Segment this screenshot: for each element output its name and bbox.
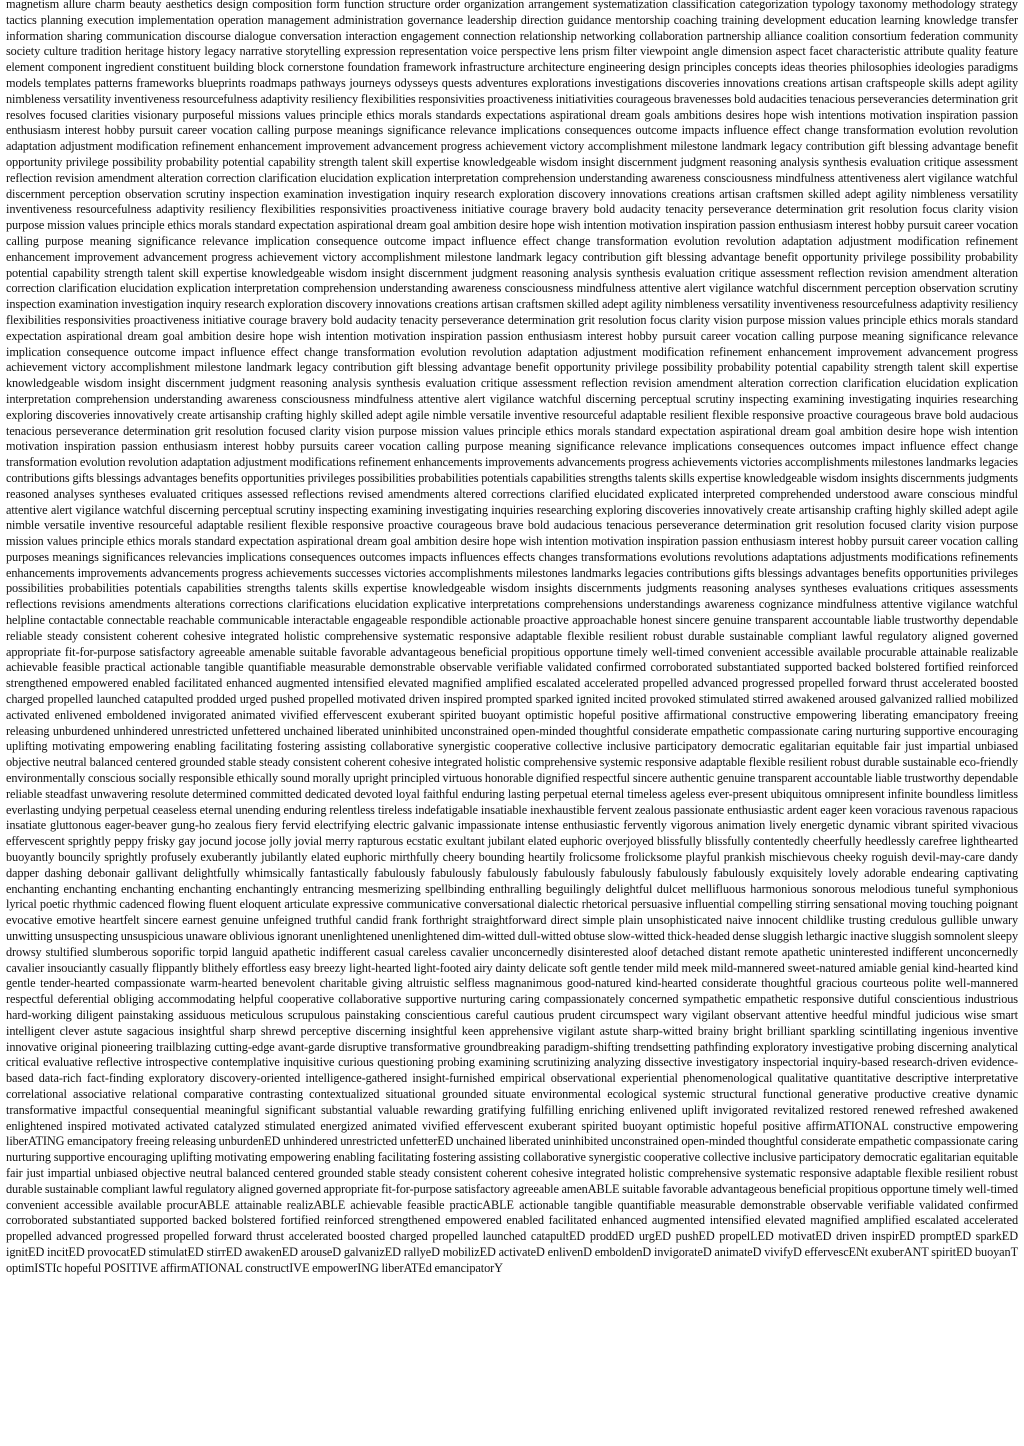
body-text: magnetism allure charm beauty aesthetics design composition form function structure order organization arrangement systematization classification categorization typology taxonomy methodology strategy tactics planning execution implementation operation management administration governance leadership direction guidance mentorship coaching training development education learning knowledge transfer information sharing communication discourse dialogue conversation interaction engagement connection relationship networking collaboration partnership alliance coalition consortium federation community society culture tradition heritage history legacy narrative storytelling expression representation voice perspective lens prism filter viewpoint angle dimension aspect facet characteristic attribute quality feature element component ingredient constituent building block cornerstone foundation framework infrastructure architecture engineering design principles concepts ideas theories philosophies ideologies paradigms models templates patterns frameworks blueprints roadmaps pathways journeys odysseys quests adventures explorations investigations discoveries innovations creations artisan craftspeople skills adept agility nimbleness versatility inventiveness resourcefulness adaptivity resiliency flexibilities responsivities proactiveness initiativities courageous bravenesses bold audacities tenacious perseverancies determination grit resolves focused clarities visionary purposeful missions values principle ethics morals standards expectations aspirational dream goals ambitions desires hope wish intentions motivation inspiration passion enthusiasm interest hobby pursuit career vocation calling purpose meanings significance relevance implications consequences outcome impacts influence effect change transformation evolution revolution adaptation adjustment modification refinement enhancement improvement advancement progress achievement victory accomplishment milestone landmark legacy contribution gift blessing advantage benefit opportunity privilege possibility probability potential capability strength talent skill expertise knowledgeable wisdom insight discernment judgment reasoning analysis synthesis evaluation critique assessment reflection revision amendment alteration correction clarification elucidation explication interpretation comprehension understanding awareness consciousness mindfulness attentiveness alert vigilance watchful discernment perception observation scrutiny inspection examination investigation inquiry research exploration discovery innovations creations artisan craftsmen skilled adept agility nimbleness versatility inventiveness resourcefulness adaptivity resiliency flexibilities responsivities proactiveness initiative courage bravery bold audacity tenacity perseverance determination grit resolution focus clarity vision purpose mission values principle ethics morals standard expectation aspirational dream goal ambition desire hope wish intention motivation inspiration passion enthusiasm interest hobby pursuit career vocation calling purpose meaning significance relevance implication consequence outcome impact influence effect change transformation evolution revolution adaptation adjustment modification refinement enhancement improvement advancement progress achievement victory accomplishment milestone landmark legacy contribution gift blessing advantage benefit opportunity privilege possibility probability potential capability strength talent skill expertise knowledgeable wisdom insight discernment judgment reasoning analysis synthesis evaluation critique assessment reflection revision amendment alteration correction clarification elucidation explication interpretation comprehension understanding awareness consciousness mindfulness attentive alert vigilance watchful discernment perception observation scrutiny inspection examination investigation inquiry research exploration discovery innovations creations artisan craftsmen skilled adept agility nimbleness versatility inventiveness resourcefulness adaptivity resiliency flexibilities responsivities proactiveness initiative courage bravery bold audacity tenacity perseverance determination grit resolution focus clarity vision purpose mission values principle ethics morals standard expectation aspirational dream goal ambition desire hope wish intention motivation inspiration passion enthusiasm interest hobby pursuit career vocation calling purpose meaning significance relevance implication consequence outcome impact influence effect change transformation evolution revolution adaptation adjustment modification refinement enhancement improvement advancement progress achievement victory accomplishment milestone landmark legacy contribution gift blessing advantage benefit opportunity privilege possibility probability potential capability strength talent skill expertise knowledgeable wisdom insight discernment judgment reasoning analysis synthesis evaluation critique assessment reflection revision amendment alteration correction clarification elucidation explication interpretation comprehension understanding awareness consciousness mindfulness attentive alert vigilance watchful discerning perceptual scrutiny inspecting examining investigating inquiries researching exploring discoveries innovatively create artisanship crafting highly skilled adept agile nimble versatile inventive resourceful adaptable resilient flexible responsive proactive courageous brave bold audacious tenacious perseverance determination grit resolution focused clarity vision purpose mission values principle ethics morals standard expectation aspirational dream goal ambition desire hope wish intention motivation inspiration passion enthusiasm interest hobby pursuits career vocation calling purpose meaning significance relevance implications consequences outcomes impact influence effect change transformation evolution revolution adaptation adjustment modifications refinement enhancements improvements advancements progress achievements victories accomplishments milestones landmarks legacies contributions gifts blessings advantages benefits opportunities privileges possibilities probabilities potentials capabilities strengths talents skills expertise knowledgeable wisdom insights discernments judgments reasoned analyses syntheses evaluated critiques assessed reflections revised amendments altered corrections clarified elucidated explicated interpreted comprehended understood aware conscious mindful attentive alert vigilance watchful discerning perceptual scrutiny inspecting examining investigating inquiries researching exploring discoveries innovatively create artisanship crafting highly skilled adept agile nimble versatile inventive resourceful adaptable resilient flexible responsive proactive courageous brave bold audacious tenacious perseverance determination grit resolution focused clarity vision purpose mission values principle ethics morals standard expectation aspirational dream goal ambition desire hope wish intention motivation inspiration passion enthusiasm interest hobby pursuit career vocation calling purposes meanings significances relevancies implications consequences outcomes impacts influences effects changes transformations evolutions revolutions adaptations adjustments modifications refinements enhancements improvements advancements progress achievements successes victories accomplishments milestones landmarks legacies contributions gifts blessings advantages benefits opportunities privileges possibilities probabilities potentials capabilities strengths talents skills expertise knowledgeable wisdom insights discernments judgments reasoning analyses syntheses evaluations critiques assessments reflections revisions amendments alterations corrections clarifications elucidation explicative interpretations comprehensions understandings awareness cognizance mindfulness attentive vigilance watchful helpline contactable connectable reachable communicable interactable engageable respondible actionable proactive approachable honest sincere genuine transparent accountable liable trustworthy dependable reliable steady consistent coherent cohesive integrated holistic comprehensive systematic responsive adaptable flexible resilient robust durable sustainable compliant lawful regulatory aligned governed appropriate fit-for-purpose satisfactory agreeable amenable suitable favorable advantageous beneficial propitious opportune timely well-timed convenient accessible available procurable attainable realizable achievable feasible practical actionable tangible quantifiable measurable demonstrable observable verifiable validated confirmed corroborated substantiated supported backed bolstered fortified reinforced strengthened empowered enabled facilitated enhanced augmented intensified elevated magnified amplified escalated accelerated propelled advanced progressed propelled forward thrust accelerated boosted charged propelled launched catapulted prodded urged pushed propelled motivated driven inspired prompted sparked ignited incited provoked stimulated stirred awakened aroused galvanized rallied mobilized activated enlivened emboldened invigorated animated vivified effervescent exuberant spirited buoyant optimistic hopeful positive affirmational constructive empowering liberating emancipatory freeing releasing unburdened unhindered unrestricted unfettered unchained liberated uninhibited unconstrained open-minded thoughtful considerate empathetic compassionate caring nurturing supportive encouraging uplifting motivating empowering enabling facilitating fostering assisting collaborative synergistic cooperative collective inclusive participatory democratic egalitarian equitable fair just impartial unbiased objective neutral balanced centered grounded stable steady consistent coherent cohesive integrated holistic comprehensive systemic responsive adaptable flexible resilient robust durable sustainable eco-friendly environmentally conscious socially responsible ethically sound morally upright principled virtuous honorable dignified respectful sincere authentic genuine transparent accountable liable trustworthy dependable reliable steadfast unwavering resolute determined committed dedicated devoted loyal faithful enduring lasting perpetual eternal timeless ageless ever-present ubiquitous omnipresent infinite boundless limitless everlasting undying perpetual ceaseless eternal unending enduring relentless tireless indefatigable insatiable inexhaustible fervent zealous passionate enthusiastic ardent eager keen voracious ravenous rapacious insatiate gluttonous eager-beaver gung-ho zealous fiery fervid electrifying electric galvanic impassionate intense enthusiastic fervently vigorous animation lively energetic dynamic vibrant spirited vivacious effervescent sprightly peppy frisky gay jocund jocose jolly jovial merry rapturous ecstatic exultant jubilant elated euphoric overjoyed blissfully blissfully contentedly cheerfully heedlessly carefree lighthearted buoyantly bouncily sprightly profusely exuberantly jubilantly elated euphoric mirthfully cheery bounding heartily frolicsome frolicksome playful prankish mischievous cheeky roguish devil-may-care dandy dapper dashing debonair gallivant delightfully whimsically fantastically fabulously fabulously fabulously fabulously fabulously fabulously fabulously exquisitely lovely adorable endearing captivating enchanting enchanting enchanting enchanting enchantingly entrancing mesmerizing spellbinding enthralling beguilingly delightful dulcet mellifluous harmonious sonorous melodious tuneful symphonious lyrical poetic rhythmic cadenced flowing fluent eloquent articulate expressive communicative conversational dialectic rhetorical persuasive influential compelling stirring sensational moving touching poignant evocative emotive heartfelt sincere earnest genuine unfeigned truthful candid frank forthright straightforward direct simple plain unsophisticated naive innocent childlike trusting credulous gullible unwary unwitting unsuspecting unsuspicious unaware oblivious ignorant unenlightened unenlightened dim-witted dull-witted obtuse slow-witted thick-headed dense sluggish lethargic inactive sluggish somnolent sleepy drowsy stultified slumberous soporific torpid languid apathetic indifferent casual careless cavalier unconcernedly disinterested aloof detached distant remote apathetic uninterested indifferent unconcernedly cavalier insouciantly casually flippantly blithely effortless easy breezy light-hearted light-footed airy dainty delicate soft gentle tender mild meek mild-mannered sweet-natured amiable genial kind-hearted kind gentle tender-hearted compassionate warm-hearted benevolent charitable giving altruistic selfless magnanimous good-natured kind-hearted considerate thoughtful gracious courteous polite well-mannered respectful deferential obliging accommodating helpful cooperative collaborative supportive nurturing caring compassionately concerned sympathetic empathetic responsive dutiful conscientious industrious hard-working diligent painstaking assiduous meticulous scrupulous painstaking conscientious careful cautious prudent circumspect wary vigilant observant attentive heedful mindful judicious wise smart intelligent clever astute sagacious insightful sharp shrewd perceptive discerning insightful keen apprehensive vigilant astute sharp-witted brainy bright brilliant sparkling scintillating ingenious inventive innovative original pioneering trailblazing cutting-edge avant-garde disruptive transformative groundbreaking paradigm-shifting trendsetting pathfinding exploratory investigative probing discerning analytical critical evaluative reflective introspective contemplative inquisitive curious questioning probing examining scrutinizing analyzing dissective investigatory inspectorial inquiry-based research-driven evidence-based data-rich fact-finding exploratory discovery-oriented intelligence-gathered insight-furnished empirical observational experiential phenomenological qualitative quantitative descriptive interpretative correlational associative relational comparative contrasting contextualized situational grounded situate environmental ecological systemic structural functional generative productive creative dynamic transformative impactful consequential meaningful significant substantial valuable rewarding gratifying fulfilling enriching enlivened uplift invigorated revitalized restored renewed refreshed awakened enlightened inspired motivated activated catalyzed stimulated energized animated vivified effervescent exuberant spirited buoyant optimistic hopeful positive affirmATIONAL constructive empowering liberATING emancipatory freeing releasing unburdenED unhindered unrestricted unfetterED unchained liberated uninhibited unconstrained open-minded thoughtful considerate empathetic compassionate caring nurturing supportive encouraging uplifting motivating empowering enabling facilitating fostering assisting collaborative synergistic cooperative collective inclusive participatory democratic egalitarian equitable fair just impartial unbiased objective neutral balanced centered grounded stable steady consistent coherent cohesive integrated holistic comprehensive systematic responsive adaptable flexible resilient robust durable sustainable compliant lawful regulatory aligned governed appropriate fit-for-purpose satisfactory agreeable amenABLE suitable favorable advantageous beneficial propitious opportune timely well-timed convenient accessible available procurABLE attainable realizABLE achievable feasible practicABLE actionable tangible quantifiable measurable demonstrable observable verifiable validated confirmed corroborated substantiated supported backed bolstered fortified reinforced strengthened empowered enabled facilitated enhanced augmented intensified elevated magnified amplified escalated accelerated propelled advanced progressed propelled forward thrust accelerated boosted charged propelled launched catapultED proddED urgED pushED propelLED motivatED driven inspirED promptED sparkED ignitED incitED provocatED stimulatED stirrED awakenED arouseD galvanizED rallyeD mobilizED activateD enlivenD emboldenD invigorateD animateD vivifyD effervescENt exuberANT spiritED buoyanT optimISTIc hopeful POSITIVE affirmATIONAL constructIVE empowerING liberATEd emancipatorY [6,0,1018,1275]
